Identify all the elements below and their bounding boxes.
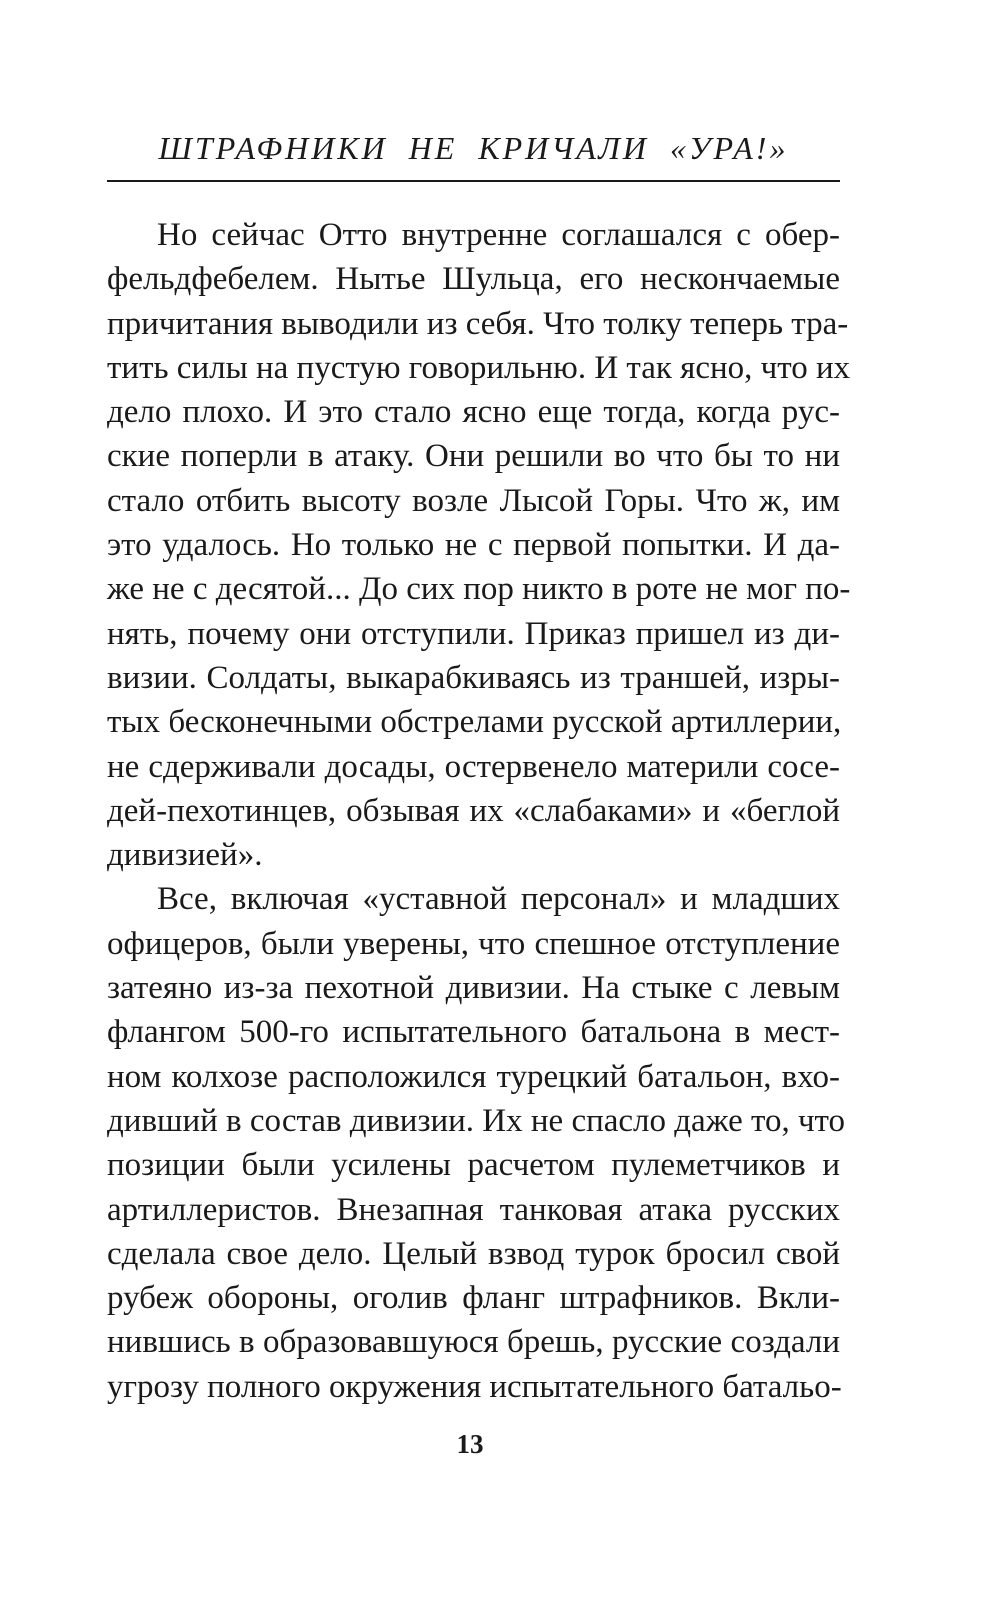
- text-line: визии. Солдаты, выкарабкиваясь из траншей, изры-: [107, 659, 840, 696]
- text-line: ские поперли в атаку. Они решили во что бы то ни: [107, 438, 840, 475]
- text-line: позиции были усилены расчетом пулеметчиков и: [107, 1147, 840, 1184]
- text-line: дивизией».: [107, 837, 263, 874]
- running-head: ШТРАФНИКИ НЕ КРИЧАЛИ «УРА!»: [158, 130, 789, 166]
- text-line: это удалось. Но только не с первой попытки. И да-: [107, 527, 840, 564]
- header-rule: [107, 180, 840, 182]
- text-line: офицеров, были уверены, что спешное отступление: [107, 925, 840, 962]
- page-number: 13: [456, 1429, 484, 1459]
- text-line: сделала свое дело. Целый взвод турок бросил свой: [107, 1235, 840, 1272]
- text-line: дей-пехотинцев, обзывая их «слабаками» и «беглой: [107, 792, 840, 829]
- text-line: флангом 500-го испытательного батальона в мест-: [107, 1014, 840, 1051]
- text-line: затеяно из-за пехотной дивизии. На стыке с левым: [107, 970, 840, 1007]
- text-line: тить силы на пустую говорильню. И так ясно, что их: [107, 349, 851, 386]
- text-line: дело плохо. И это стало ясно еще тогда, когда рус-: [107, 394, 840, 431]
- text-line: фельдфебелем. Нытье Шульца, его нескончаемые: [107, 261, 840, 298]
- text-line: причитания выводили из себя. Что толку теперь тра-: [107, 305, 849, 342]
- text-line: угрозу полного окружения испытательного батальо-: [107, 1368, 842, 1405]
- text-line: тых бесконечными обстрелами русской артиллерии,: [107, 704, 842, 741]
- text-line: Все, включая «уставной персонал» и младших: [157, 881, 840, 918]
- text-line: артиллеристов. Внезапная танковая атака русских: [107, 1191, 840, 1228]
- text-line: рубеж обороны, оголив фланг штрафников. Вкли-: [107, 1280, 840, 1317]
- body-text: [107, 213, 851, 1409]
- text-line: дивший в состав дивизии. Их не спасло даже то, что: [107, 1102, 846, 1139]
- text-line: не сдерживали досады, остервенело материли сосе-: [107, 748, 840, 785]
- text-line: нять, почему они отступили. Приказ пришел из ди-: [107, 615, 840, 652]
- text-line: ном колхозе расположился турецкий батальон, вхо-: [107, 1058, 840, 1095]
- text-line: нившись в образовавшуюся брешь, русские создали: [107, 1324, 840, 1361]
- text-line: же не с десятой... До сих пор никто в роте не мог по-: [107, 571, 851, 608]
- text-line: стало отбить высоту возле Лысой Горы. Что ж, им: [107, 482, 840, 519]
- text-line: Но сейчас Отто внутренне соглашался с обер-: [157, 217, 840, 253]
